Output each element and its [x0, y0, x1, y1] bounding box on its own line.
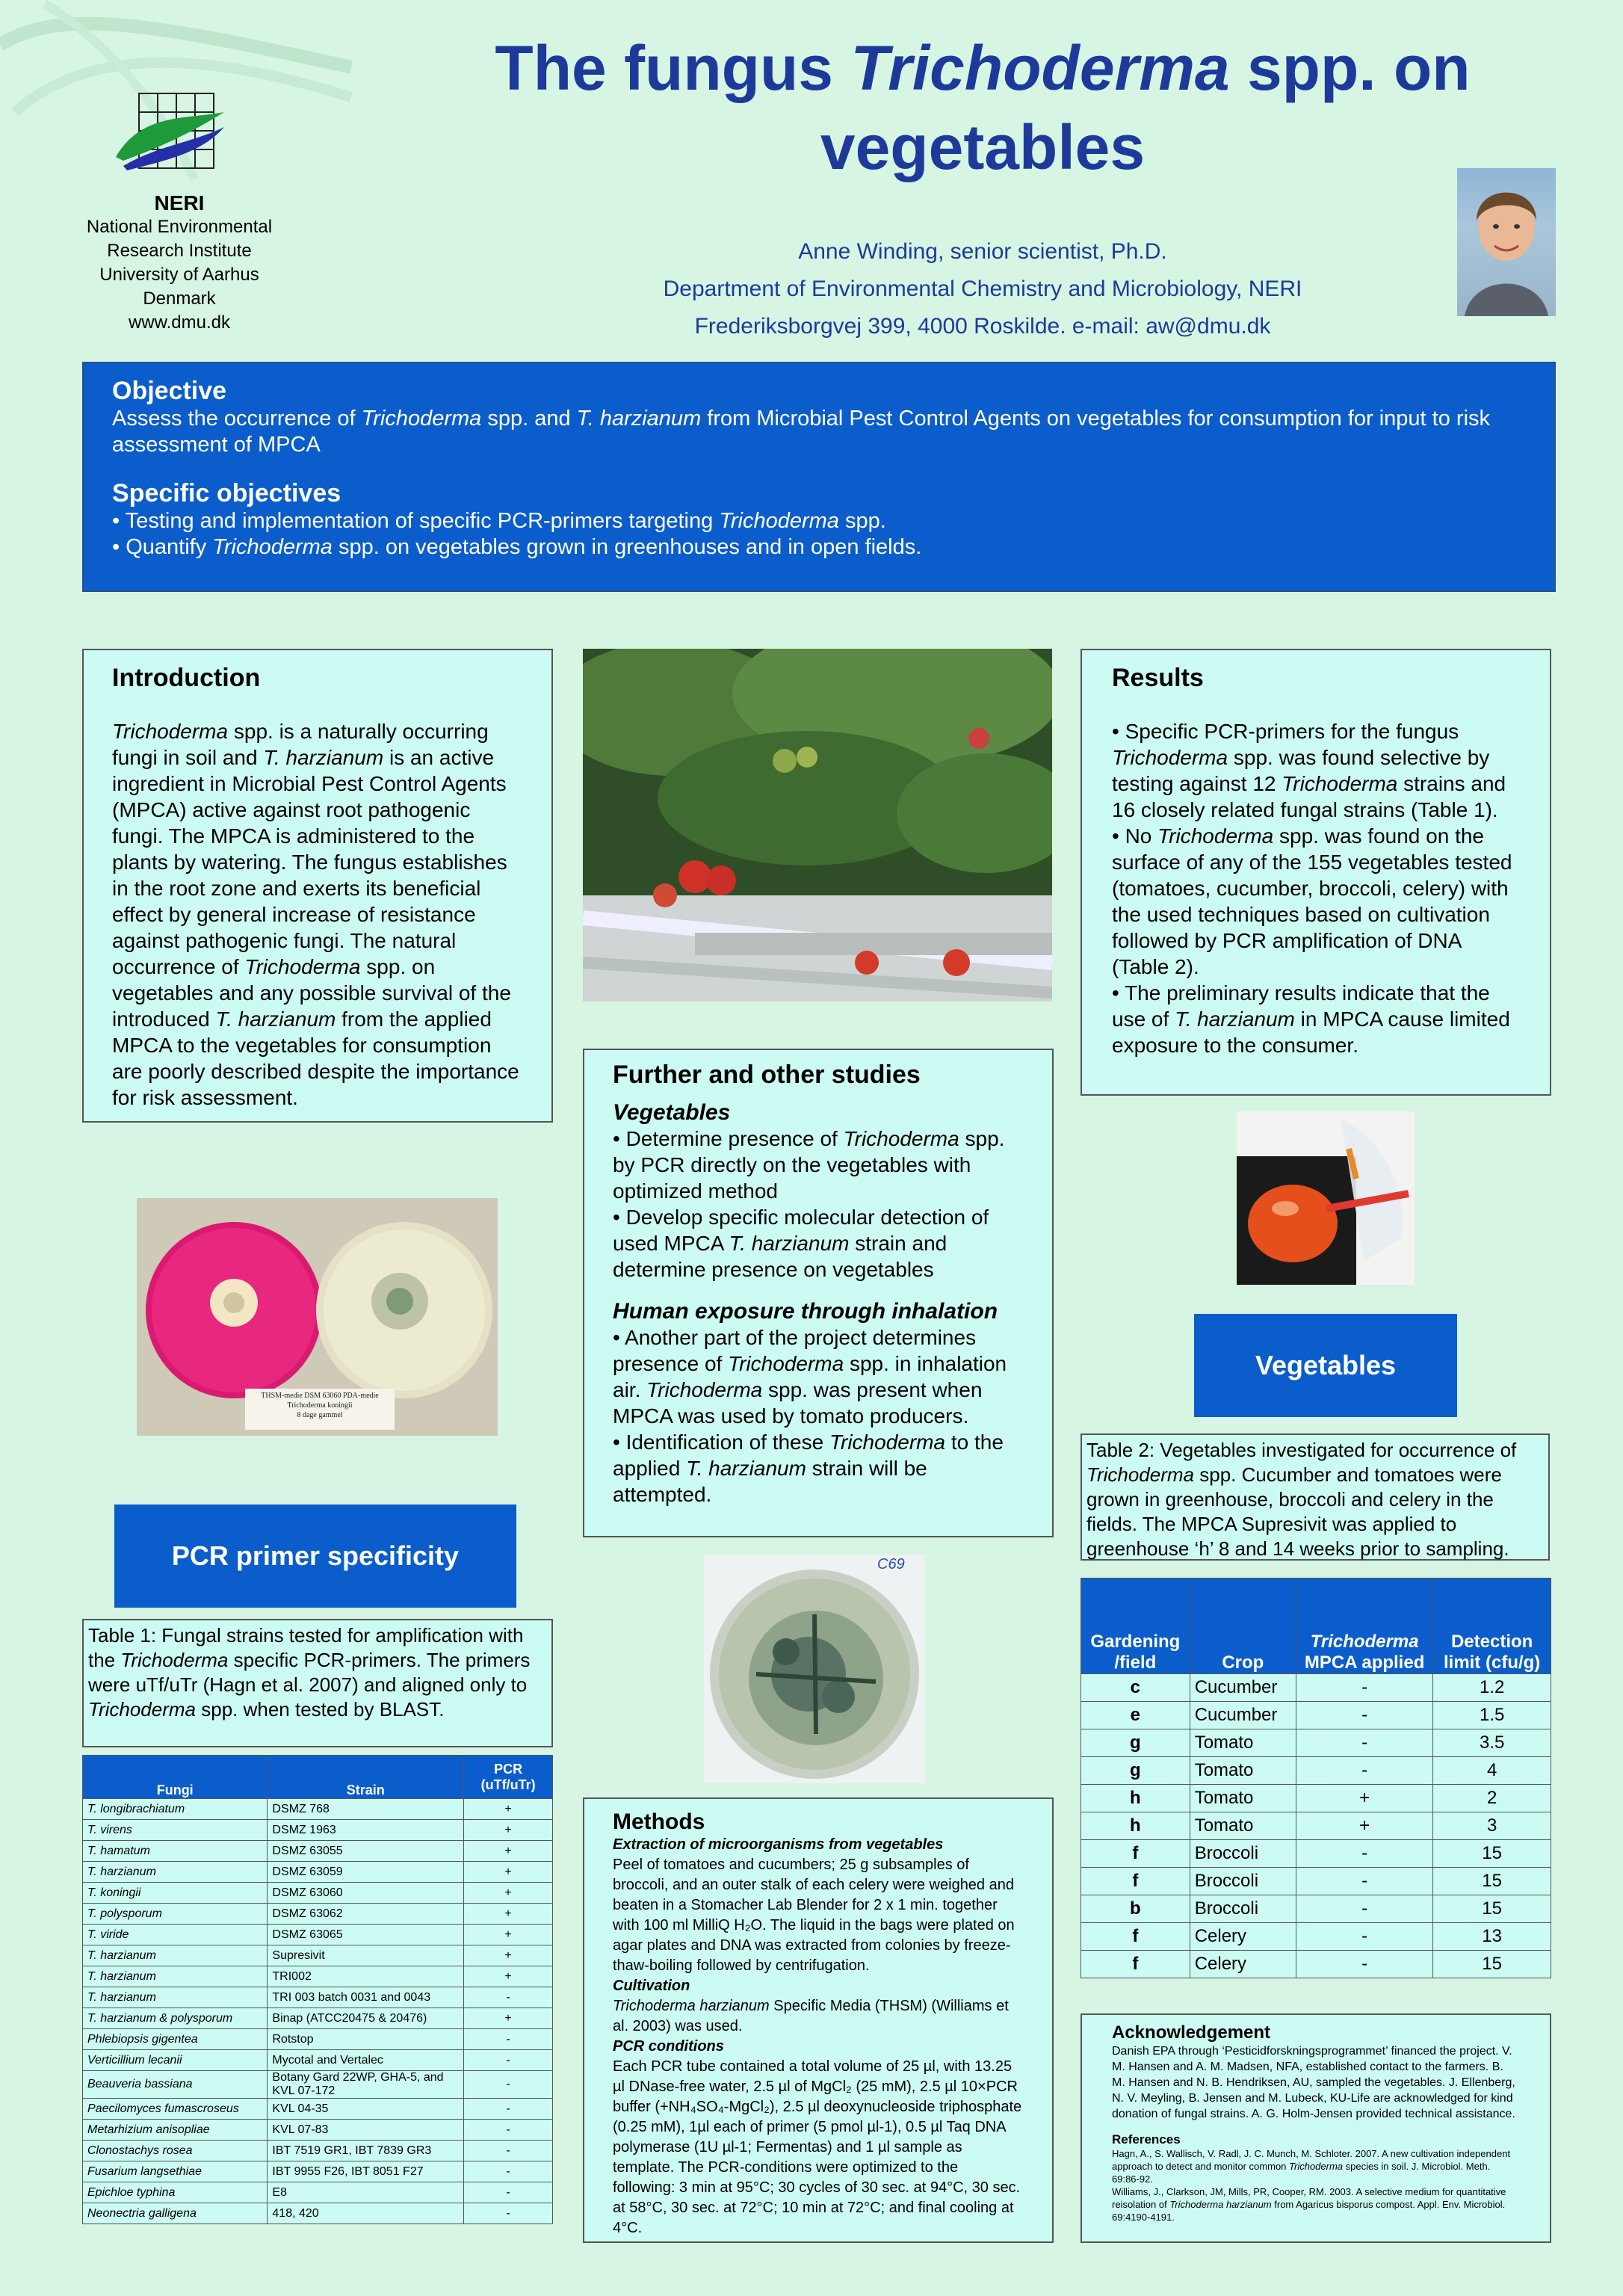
table2-cell-crop: Broccoli: [1190, 1895, 1296, 1923]
table2-cell-field: f: [1081, 1840, 1190, 1868]
further-sub-vegetables: Vegetables: [613, 1100, 731, 1125]
table2-cell-mpca: -: [1296, 1840, 1432, 1868]
table2-cell-field: g: [1081, 1757, 1190, 1785]
table1-row: [83, 2029, 553, 2050]
table2-cell-limit: 1.2: [1433, 1674, 1551, 1702]
table1-row: [83, 2071, 553, 2099]
table1-cell-pcr: -: [464, 2182, 553, 2203]
results-panel: [1081, 649, 1551, 1096]
title-post: spp. on: [1229, 33, 1471, 103]
table1-cell-pcr: -: [464, 2203, 553, 2224]
logo-line4: Denmark: [143, 288, 216, 309]
table1-cell-pcr: -: [464, 2029, 553, 2050]
table1-row: [83, 1945, 553, 1966]
table1-cell-fungi: T. hamatum: [83, 1841, 268, 1862]
table1-cell-fungi: T. longibrachiatum: [83, 1799, 268, 1820]
table2-cell-mpca: -: [1296, 1951, 1432, 1978]
table2-row: [1081, 1868, 1551, 1895]
table1-cell-fungi: Phlebiopsis gigentea: [83, 2029, 268, 2050]
table2-row: [1081, 1757, 1551, 1785]
table1-cell-pcr: +: [464, 1799, 553, 1820]
table2-cell-mpca: -: [1296, 1757, 1432, 1785]
table1-cell-pcr: -: [464, 2071, 553, 2099]
table1-cell-strain: Binap (ATCC20475 & 20476): [268, 2008, 464, 2029]
methods-text-extraction: Peel of tomatoes and cucumbers; 25 g subsamples of broccoli, and an outer stalk of each celery were weighed and beaten in a Stomacher Lab Blender for 2 x 1 min. together with 100 ml MilliQ H₂O. The liquid in the bags were plated on agar plates and DNA was extracted from colonies by freeze-thaw-boiling followed by centrifugation.: [613, 1857, 1015, 1974]
methods-text-cultivation: Trichoderma harzianum Specific Media (THSM) (Williams et al. 2003) was used.: [613, 1998, 1009, 2034]
table1-cell-fungi: Verticillium lecanii: [83, 2050, 268, 2071]
table1-row: [83, 1883, 553, 1904]
results-bullet-1: • Specific PCR-primers for the fungus Trichoderma spp. was found selective by testing against 12 Trichoderma strains and 16 closely related fungal strains (Table 1).: [1112, 720, 1506, 821]
table2-cell-field: f: [1081, 1951, 1190, 1978]
table1-cell-fungi: Metarhizium anisopliae: [83, 2120, 268, 2141]
table1-cell-fungi: T. harzianum & polysporum: [83, 2008, 268, 2029]
methods-sub-extraction: Extraction of microorganisms from vegetables: [613, 1836, 944, 1853]
table1-cell-pcr: +: [464, 1966, 553, 1987]
table2-row: [1081, 1840, 1551, 1868]
pcr-primer-specificity-label: PCR primer specificity: [114, 1505, 516, 1608]
ack-text: Danish EPA through ‘Pesticidforskningsprogrammet’ financed the project. V. M. Hansen and A. M. Madsen, NFA, established contact to the farmers. B. M. Hansen and N. B. Hendriksen, AU, sampled the vegetables. J. Ellenberg, N. V. Meyling, B. Jensen and M. Lubeck, KU-Life are acknowledged for kind donation of fungal strains. A. G. Holm-Jensen provided technical assistance.: [1112, 2045, 1515, 2120]
table2-row: [1081, 1729, 1551, 1757]
table1-cell-strain: TRI002: [268, 1966, 464, 1987]
table1-cell-fungi: Epichloe typhina: [83, 2182, 268, 2203]
table2-cell-mpca: +: [1296, 1812, 1432, 1840]
table2-row: [1081, 1895, 1551, 1923]
table2-cell-crop: Cucumber: [1190, 1702, 1296, 1729]
objective-panel: [82, 362, 1556, 592]
tomato-sample-photo: [1237, 1111, 1415, 1285]
reference-1: Hagn, A., S. Wallisch, V. Radl, J. C. Munch, M. Schloter. 2007. A new cultivation independent approach to detect and monitor common Trichoderma species in soil. J. Microbiol. Meth. 69:86-92.: [1112, 2148, 1511, 2185]
table1-cell-pcr: -: [464, 2161, 553, 2182]
table2-cell-crop: Tomato: [1190, 1729, 1296, 1757]
table1-cell-pcr: +: [464, 1904, 553, 1925]
methods-sub-pcr: PCR conditions: [613, 2038, 724, 2055]
table1-cell-fungi: Beauveria bassiana: [83, 2071, 268, 2099]
table1-row: [83, 2161, 553, 2182]
further-bullet-2: • Develop specific molecular detection of used MPCA T. harzianum strain and determine presence on vegetables: [613, 1206, 989, 1281]
table1-row: [83, 1862, 553, 1883]
table2-cell-field: b: [1081, 1895, 1190, 1923]
table1-cell-fungi: T. harzianum: [83, 1862, 268, 1883]
specific-objective-1: • Testing and implementation of specific PCR-primers targeting Trichoderma spp.: [112, 509, 886, 533]
further-sub-inhalation: Human exposure through inhalation: [613, 1299, 998, 1324]
logo-text-block: [30, 191, 329, 335]
table2-cell-crop: Celery: [1190, 1923, 1296, 1951]
table1-cell-pcr: +: [464, 1862, 553, 1883]
table1-row: [83, 1841, 553, 1862]
table2-cell-mpca: -: [1296, 1674, 1432, 1702]
poster-title: [389, 28, 1577, 187]
table2-cell-crop: Broccoli: [1190, 1840, 1296, 1868]
table2-cell-field: c: [1081, 1674, 1190, 1702]
table1-row: [83, 2050, 553, 2071]
table1-cell-pcr: +: [464, 1820, 553, 1841]
introduction-text: Trichoderma spp. is a naturally occurring fungi in soil and T. harzianum is an active ingredient in Microbial Pest Control Agents (MPCA) active against root pathogenic fungi. The MPCA is administered to the plants by watering. The fungus establishes in the root zone and exerts its beneficial effect by general increase of resistance against pathogenic fungi. The natural occurrence of Trichoderma spp. on vegetables and any possible survival of the introduced T. harzianum from the applied MPCA to the vegetables for consumption are poorly described despite the importance for risk assessment.: [112, 720, 519, 1109]
acknowledgement-panel: [1081, 2013, 1551, 2243]
table1-cell-strain: Supresivit: [268, 1945, 464, 1966]
table2-cell-field: g: [1081, 1729, 1190, 1757]
results-heading: Results: [1112, 664, 1204, 692]
petri-dishes-photo: [137, 1198, 498, 1436]
table1-cell-pcr: -: [464, 2141, 553, 2161]
plate-label: C69: [877, 1556, 905, 1573]
table2-cell-crop: Celery: [1190, 1951, 1296, 1978]
table1-header-strain: Strain: [268, 1756, 464, 1799]
table2-cell-crop: Broccoli: [1190, 1868, 1296, 1895]
table2-cell-crop: Tomato: [1190, 1785, 1296, 1812]
table2-cell-limit: 4: [1433, 1757, 1551, 1785]
further-bullet-3: • Another part of the project determines presence of Trichoderma spp. in inhalation air. Trichoderma spp. was present when MPCA was used by tomato producers.: [613, 1326, 1007, 1428]
methods-heading: Methods: [613, 1809, 705, 1834]
introduction-heading: Introduction: [112, 664, 261, 692]
table2-cell-limit: 13: [1433, 1923, 1551, 1951]
table1-cell-strain: Mycotal and Vertalec: [268, 2050, 464, 2071]
table1-cell-strain: 418, 420: [268, 2203, 464, 2224]
table1-cell-strain: Rotstop: [268, 2029, 464, 2050]
table2-cell-mpca: -: [1296, 1729, 1432, 1757]
table1-row: [83, 2099, 553, 2120]
ack-heading: Acknowledgement: [1112, 2022, 1271, 2043]
logo-line2: Research Institute: [107, 241, 252, 261]
table1-cell-strain: IBT 7519 GR1, IBT 7839 GR3: [268, 2141, 464, 2161]
table1-cell-strain: KVL 07-83: [268, 2120, 464, 2141]
table2-cell-limit: 15: [1433, 1895, 1551, 1923]
mould-plate-photo: [704, 1555, 925, 1783]
methods-sub-cultivation: Cultivation: [613, 1978, 690, 1994]
table1-cell-strain: TRI 003 batch 0031 and 0043: [268, 1987, 464, 2008]
table1-header-fungi: Fungi: [83, 1756, 268, 1799]
table2-header-gardening: Gardening /field: [1081, 1578, 1190, 1674]
table2-cell-mpca: -: [1296, 1868, 1432, 1895]
table1-header-pcr: PCR (uTf/uTr): [464, 1756, 553, 1799]
table1-caption: Table 1: Fungal strains tested for amplification with the Trichoderma specific PCR-primers. The primers were uTf/uTr (Hagn et al. 2007) and aligned only to Trichoderma spp. when tested by BLAST.: [82, 1619, 553, 1747]
table1-cell-strain: DSMZ 1963: [268, 1820, 464, 1841]
table2-cell-crop: Tomato: [1190, 1812, 1296, 1840]
table2-header-crop: Crop: [1190, 1578, 1296, 1674]
introduction-panel: [82, 649, 553, 1123]
table2-cell-limit: 15: [1433, 1840, 1551, 1868]
table1-cell-strain: Botany Gard 22WP, GHA-5, and KVL 07-172: [268, 2071, 464, 2099]
references-heading: References: [1112, 2132, 1181, 2147]
table1-cell-fungi: Fusarium langsethiae: [83, 2161, 268, 2182]
table1-cell-fungi: T. harzianum: [83, 1966, 268, 1987]
table2-row: [1081, 1785, 1551, 1812]
table2-row: [1081, 1674, 1551, 1702]
table1-cell-fungi: Clonostachys rosea: [83, 2141, 268, 2161]
table1-row: [83, 1820, 553, 1841]
table2-cell-mpca: +: [1296, 1785, 1432, 1812]
vegetables-label: Vegetables: [1194, 1314, 1457, 1417]
table1-row: [83, 1966, 553, 1987]
table1-cell-pcr: +: [464, 1883, 553, 1904]
table1-row: [83, 2141, 553, 2161]
table2-cell-field: h: [1081, 1812, 1190, 1840]
table1-cell-fungi: T. viride: [83, 1925, 268, 1945]
table2-header-detection: Detection limit (cfu/g): [1433, 1578, 1551, 1674]
table2-row: [1081, 1951, 1551, 1978]
table2-row: [1081, 1702, 1551, 1729]
table1-header-row: [83, 1756, 553, 1799]
table1-row: [83, 1904, 553, 1925]
table2-cell-limit: 1.5: [1433, 1702, 1551, 1729]
table1-cell-fungi: T. harzianum: [83, 1987, 268, 2008]
table2-cell-mpca: -: [1296, 1702, 1432, 1729]
table1-row: [83, 1987, 553, 2008]
table1-row: [83, 2008, 553, 2029]
table1-cell-strain: DSMZ 768: [268, 1799, 464, 1820]
table1-cell-strain: DSMZ 63060: [268, 1883, 464, 1904]
author-name: Anne Winding, senior scientist, Ph.D.: [798, 239, 1167, 264]
table1-cell-strain: DSMZ 63065: [268, 1925, 464, 1945]
table1-cell-strain: KVL 04-35: [268, 2099, 464, 2120]
author-department: Department of Environmental Chemistry and Microbiology, NERI: [663, 277, 1302, 301]
table2-row: [1081, 1923, 1551, 1951]
table1-cell-strain: E8: [268, 2182, 464, 2203]
table1-cell-strain: DSMZ 63055: [268, 1841, 464, 1862]
table2-cell-mpca: -: [1296, 1895, 1432, 1923]
table1-cell-pcr: +: [464, 2008, 553, 2029]
logo-line1: National Environmental: [86, 217, 273, 237]
table2-cell-limit: 15: [1433, 1951, 1551, 1978]
further-heading: Further and other studies: [613, 1061, 921, 1089]
table2-cell-field: h: [1081, 1785, 1190, 1812]
table1-row: [83, 1799, 553, 1820]
table2-caption: Table 2: Vegetables investigated for occurrence of Trichoderma spp. Cucumber and tomatoes were grown in greenhouse, broccoli and celery in the fields. The MPCA Supresivit was applied to greenhouse ‘h’ 8 and 14 weeks prior to sampling.: [1081, 1434, 1550, 1561]
objective-heading: Objective: [112, 377, 227, 405]
logo-line3: University of Aarhus: [99, 265, 259, 285]
author-address: Frederiksborgvej 399, 4000 Roskilde. e-mail: aw@dmu.dk: [694, 314, 1271, 339]
reference-2: Williams, J., Clarkson, JM, Mills, PR, Cooper, RM. 2003. A selective medium for quantitative reisolation of Trichoderma harzianum from Agaricus bisporus compost. Appl. Env. Microbiol. 69:4190-4191.: [1112, 2186, 1506, 2223]
author-block: [463, 233, 1502, 345]
table2-row: [1081, 1812, 1551, 1840]
table1-cell-strain: DSMZ 63062: [268, 1904, 464, 1925]
specific-objectives-heading: Specific objectives: [112, 479, 341, 507]
table1-cell-strain: IBT 9955 F26, IBT 8051 F27: [268, 2161, 464, 2182]
title-pre: The fungus: [495, 33, 851, 103]
table2-cell-crop: Cucumber: [1190, 1674, 1296, 1702]
table2-header-row: [1081, 1578, 1551, 1674]
table2-cell-limit: 3: [1433, 1812, 1551, 1840]
table1-cell-fungi: Paecilomyces fumascroseus: [83, 2099, 268, 2120]
further-bullet-1: • Determine presence of Trichoderma spp. by PCR directly on the vegetables with optimized method: [613, 1127, 1005, 1203]
further-bullet-4: • Identification of these Trichoderma to the applied T. harzianum strain will be attempted.: [613, 1431, 1004, 1506]
neri-logo: [0, 0, 359, 333]
results-bullet-2: • No Trichoderma spp. was found on the surface of any of the 155 vegetables tested (tomatoes, cucumber, broccoli, celery) with the used techniques based on cultivation followed by PCR amplification of DNA (Table 2).: [1112, 824, 1512, 978]
table2-cell-limit: 15: [1433, 1868, 1551, 1895]
specific-objective-2: • Quantify Trichoderma spp. on vegetables grown in greenhouses and in open fields.: [112, 535, 922, 559]
table1-cell-pcr: -: [464, 1987, 553, 2008]
methods-text-pcr: Each PCR tube contained a total volume of 25 µl, with 13.25 µl DNase-free water, 2.5 µl of MgCl₂ (25 mM), 2.5 µl 10×PCR buffer (+NH₄SO₄-MgCl₂), 2.5 µl deoxynucleoside triphosphate (0.25 mM), 1µl each of primer (5 pmol µl-1), 0.5 µl Taq DNA polymerase (1U µl-1; Fermentas) and 1 µl sample as template. The PCR-conditions were optimized to the following: 3 min at 95°C; 30 cycles of 30 sec. at 94°C, 30 sec. at 58°C, 30 sec. at 72°C; 10 min at 72°C; and final cooling at 4°C.: [613, 2058, 1022, 2236]
table2-cell-limit: 3.5: [1433, 1729, 1551, 1757]
title-line2: vegetables: [820, 112, 1146, 182]
table1-row: [83, 2120, 553, 2141]
tomato-plants-photo: [583, 649, 1052, 1002]
table2-header-mpca: Trichoderma MPCA applied: [1296, 1578, 1432, 1674]
table1-cell-strain: DSMZ 63059: [268, 1862, 464, 1883]
table1-cell-fungi: T. koningii: [83, 1883, 268, 1904]
table2-cell-mpca: -: [1296, 1923, 1432, 1951]
table1-cell-fungi: T. virens: [83, 1820, 268, 1841]
petri-caption: THSM-medie DSM 63060 PDA-medie Trichoderma koningii 8 dage gammel: [261, 1392, 379, 1419]
table1-row: [83, 1925, 553, 1945]
table1-cell-pcr: +: [464, 1925, 553, 1945]
title-italic: Trichoderma: [850, 33, 1230, 103]
table2-cell-field: f: [1081, 1923, 1190, 1951]
swoosh-graphic: [0, 0, 359, 187]
table2-cell-crop: Tomato: [1190, 1757, 1296, 1785]
methods-panel: [583, 1797, 1054, 2243]
table1-cell-pcr: -: [464, 2120, 553, 2141]
table1-cell-pcr: -: [464, 2050, 553, 2071]
results-bullet-3: • The preliminary results indicate that the use of T. harzianum in MPCA cause limited exposure to the consumer.: [1112, 981, 1510, 1057]
fungal-strains-table: [82, 1755, 553, 2224]
table1-cell-pcr: +: [464, 1945, 553, 1966]
table1-row: [83, 2203, 553, 2224]
table1-cell-fungi: T. harzianum: [83, 1945, 268, 1966]
logo-line5: www.dmu.dk: [128, 312, 231, 333]
objective-text: Assess the occurrence of Trichoderma spp. and T. harzianum from Microbial Pest Control Agents on vegetables for consumption for input to risk assessment of MPCA: [112, 407, 1491, 457]
table1-cell-pcr: +: [464, 1841, 553, 1862]
table2-cell-field: e: [1081, 1702, 1190, 1729]
table2-cell-limit: 2: [1433, 1785, 1551, 1812]
vegetables-table: [1081, 1578, 1551, 1978]
table1-row: [83, 2182, 553, 2203]
table1-cell-pcr: -: [464, 2099, 553, 2120]
further-studies-panel: [583, 1049, 1054, 1537]
table2-cell-field: f: [1081, 1868, 1190, 1895]
table1-cell-fungi: Neonectria galligena: [83, 2203, 268, 2224]
table1-cell-fungi: T. polysporum: [83, 1904, 268, 1925]
logo-name: NERI: [154, 191, 205, 215]
author-portrait: [1457, 168, 1556, 316]
